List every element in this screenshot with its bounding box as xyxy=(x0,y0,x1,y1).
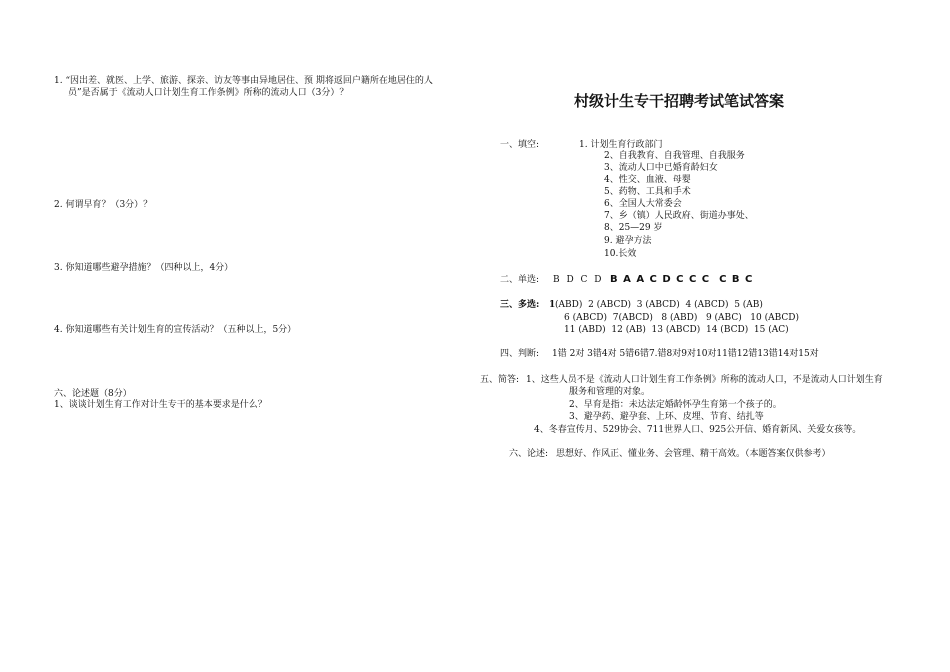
page-title: 村级计生专干招聘考试笔试答案 xyxy=(574,92,785,110)
fill-blank-label: 一、填空: xyxy=(500,140,540,150)
essay-label: 六、论述: xyxy=(509,449,549,459)
multi-choice-row-1: (ABD) 2 (ABCD) 3 (ABCD) 4 (ABCD) 5 (AB) xyxy=(555,300,763,310)
single-choice-answers-bold: B A A C D C C C C B C xyxy=(610,274,754,285)
fill-answer-5: 5、药物、工具和手术 xyxy=(604,187,691,197)
fill-answer-6: 6、全国人大常委会 xyxy=(604,199,682,209)
essay-answer: 思想好、作风正、懂业务、会管理、精干高效。（本题答案仅供参考） xyxy=(556,449,831,459)
question-1-line-2: 员”是否属于《流动人口计划生育工作条例》所称的流动人口（3分）？ xyxy=(68,88,349,98)
short-answer-1-line-1: 1、这些人员不是《流动人口计划生育工作条例》所称的流动人口，不是流动人口计划生育 xyxy=(526,375,883,385)
question-2: 2. 何谓早育？（3分）？ xyxy=(54,200,153,210)
short-answer-3: 3、避孕药、避孕套、上环、皮埋、节育、结扎等 xyxy=(569,412,764,422)
short-answer-2: 2、早育是指：未达法定婚龄怀孕生育第一个孩子的。 xyxy=(569,400,782,410)
multi-choice-row-2: 6 (ABCD) 7(ABCD) 8 (ABD) 9 (ABC) 10 (ABCD) xyxy=(564,313,800,323)
fill-answer-10: 10.长效 xyxy=(604,249,637,259)
short-answer-4: 4、冬春宣传月、529协会、711世界人口、925公开信、婚育新风、关爱女孩等。 xyxy=(534,425,862,435)
section-6-heading: 六、论述题（8分） xyxy=(54,389,132,399)
short-answer-label: 五、简答: xyxy=(480,375,520,385)
true-false-answers: 1错 2对 3错4对 5错6错7.错8对9对10对11错12错13错14对15对 xyxy=(552,349,819,359)
section-6-question-1: 1、谈谈计划生育工作对计生专干的基本要求是什么？ xyxy=(54,400,267,410)
multi-choice-label: 三、多选: xyxy=(500,300,540,310)
fill-answer-9: 9. 避孕方法 xyxy=(604,236,652,246)
fill-answer-4: 4、性交、血液、母婴 xyxy=(604,175,691,185)
fill-answer-2: 2、自我教育、自我管理、自我服务 xyxy=(604,151,745,161)
multi-choice-first-number: 1 xyxy=(549,300,556,310)
short-answer-1-line-2: 服务和管理的对象。 xyxy=(569,387,651,397)
multi-choice-row-3: 11 (ABD) 12 (AB) 13 (ABCD) 14 (BCD) 15 (AC) xyxy=(564,325,789,335)
fill-answer-3: 3、流动人口中已婚育龄妇女 xyxy=(604,163,718,173)
single-choice-label: 二、单选: xyxy=(500,275,540,285)
question-3: 3. 你知道哪些避孕措施？（四种以上，4分） xyxy=(54,263,234,273)
single-choice-answers-plain: B D C D xyxy=(553,275,604,285)
fill-answer-1: 1. 计划生育行政部门 xyxy=(579,140,663,150)
question-1-line-1: 1. “因出差、就医、上学、旅游、探亲、访友等事由异地居住、预 期将返回户籍所在地居住的人 xyxy=(54,76,433,86)
question-4: 4. 你知道哪些有关计划生育的宣传活动？（五种以上，5分） xyxy=(54,325,297,335)
true-false-label: 四、判断: xyxy=(500,349,540,359)
fill-answer-8: 8、25—29 岁 xyxy=(604,223,663,233)
fill-answer-7: 7、乡（镇）人民政府、街道办事处、 xyxy=(604,211,754,221)
